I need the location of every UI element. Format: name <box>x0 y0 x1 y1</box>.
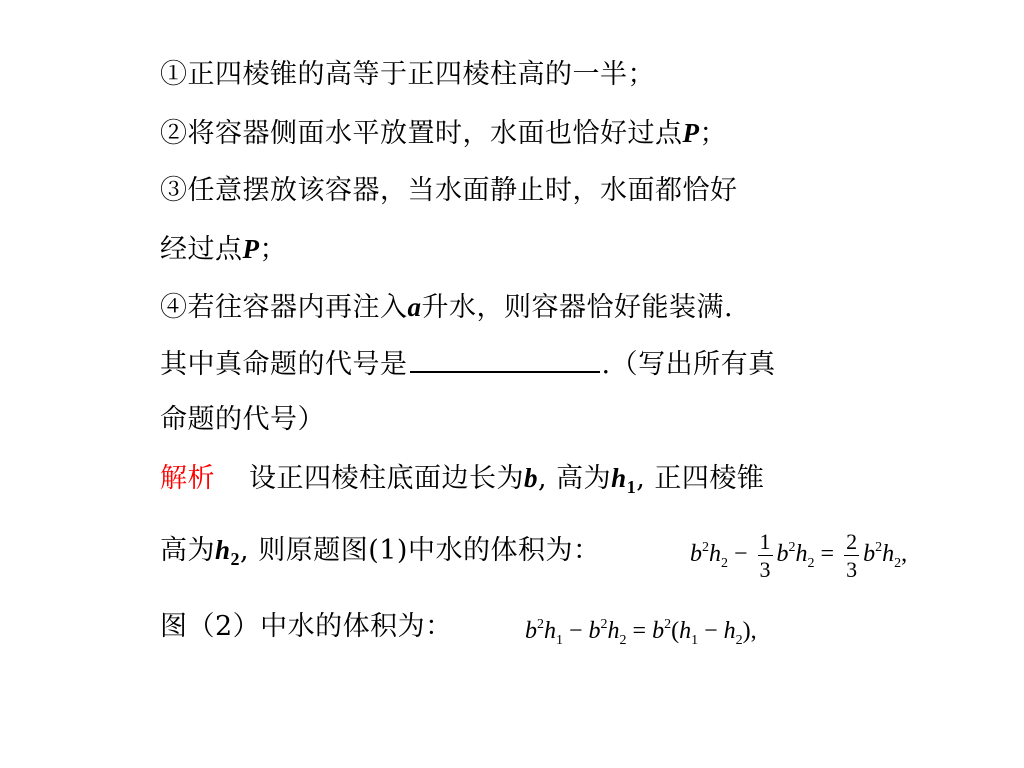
f1-eq: = <box>820 541 835 568</box>
f2-rparen: ) <box>742 618 751 644</box>
f2-sq: 2 <box>537 617 544 632</box>
analysis-line-2 <box>160 530 600 579</box>
f1-frac-1 <box>758 530 773 581</box>
f1-sq2: 2 <box>788 540 796 556</box>
f1-sq: 2 <box>702 540 709 556</box>
f2-sub2: 2 <box>619 633 627 648</box>
f2-comma: , <box>750 618 757 644</box>
item-3-text: ③任意摆放该容器，当水面静止时，水面都恰好 <box>160 175 738 206</box>
f1-h: h <box>709 541 721 568</box>
answer-blank <box>410 349 600 373</box>
item-4-text: ④若往容器内再注入 <box>160 292 408 323</box>
f1-num-1: 1 <box>759 529 771 554</box>
f2-sub1: 1 <box>556 633 563 648</box>
volume-a-var: a <box>407 292 422 322</box>
question-line <box>160 345 776 385</box>
analysis-text-4: 高为 <box>160 535 215 566</box>
f2-b: b <box>525 618 537 644</box>
f2-lparen: ( <box>671 618 680 644</box>
f2-b2: b <box>588 618 601 644</box>
f1-num-2: 2 <box>846 529 858 554</box>
question-text: 其中真命题的代号是 <box>160 349 408 380</box>
f1-h2: h <box>795 541 808 568</box>
f2-minus2: − <box>704 618 718 644</box>
item-2-end: ； <box>699 118 727 149</box>
item-1 <box>160 55 655 95</box>
f2-sq3: 2 <box>664 617 672 632</box>
analysis-text-1: 设正四棱柱底面边长为 <box>249 463 524 494</box>
item-3-cont-end: ； <box>259 234 287 265</box>
item-2 <box>160 113 727 154</box>
f2-sub3: 1 <box>691 633 699 648</box>
item-4-end: 升水，则容器恰好能装满. <box>421 292 734 323</box>
f1-b2: b <box>776 541 789 568</box>
item-3-cont <box>160 229 287 270</box>
analysis-text-3: , 正四棱锥 <box>636 463 765 494</box>
f2-minus: − <box>569 618 583 644</box>
item-4 <box>160 287 733 328</box>
point-p-var: P <box>682 118 700 148</box>
item-2-text: ②将容器侧面水平放置时，水面也恰好过点 <box>160 118 683 149</box>
f1-comma: , <box>901 541 908 568</box>
analysis-line-3 <box>160 607 453 647</box>
f1-sub2: 2 <box>807 556 815 572</box>
f2-b3: b <box>652 618 665 644</box>
f2-h3: h <box>679 618 692 644</box>
f1-frac-2 <box>844 530 859 581</box>
analysis-text-2: , 高为 <box>538 463 612 494</box>
f2-eq: = <box>632 618 647 644</box>
f2-h4: h <box>723 618 736 644</box>
formula-volume-1 <box>690 530 907 581</box>
question-line-2 <box>160 400 325 440</box>
f1-b: b <box>690 541 702 568</box>
f2-sub4: 2 <box>735 633 743 648</box>
var-h2: h <box>215 535 231 565</box>
f1-b3: b <box>863 541 876 568</box>
f2-h: h <box>544 618 556 644</box>
question-tail: .（写出所有真 <box>601 349 776 380</box>
f1-sub3: 2 <box>894 556 902 572</box>
analysis-text-6: 图（2）中水的体积为： <box>160 611 453 642</box>
f1-minus: − <box>734 541 748 568</box>
item-3 <box>160 171 738 211</box>
formula-volume-2 <box>525 617 757 649</box>
item-1-text: ①正四棱锥的高等于正四棱柱高的一半； <box>160 59 655 90</box>
var-b: b <box>524 463 538 493</box>
f1-den-1: 3 <box>759 557 771 583</box>
f2-sq2: 2 <box>600 617 608 632</box>
f1-h3: h <box>882 541 895 568</box>
analysis-line <box>160 458 764 507</box>
item-3-cont-text: 经过点 <box>160 234 243 265</box>
f2-h2: h <box>607 618 620 644</box>
point-p-var: P <box>242 234 260 264</box>
var-h1-sub: 1 <box>626 477 637 497</box>
question-text-2: 命题的代号） <box>160 404 325 435</box>
f1-sq3: 2 <box>875 540 883 556</box>
var-h2-sub: 2 <box>230 549 241 569</box>
var-h1: h <box>611 463 627 493</box>
analysis-text-5: , 则原题图(1)中水的体积为： <box>240 535 601 566</box>
f1-den-2: 3 <box>846 557 858 583</box>
analysis-label: 解析 <box>160 463 215 494</box>
f1-sub: 2 <box>721 556 728 572</box>
